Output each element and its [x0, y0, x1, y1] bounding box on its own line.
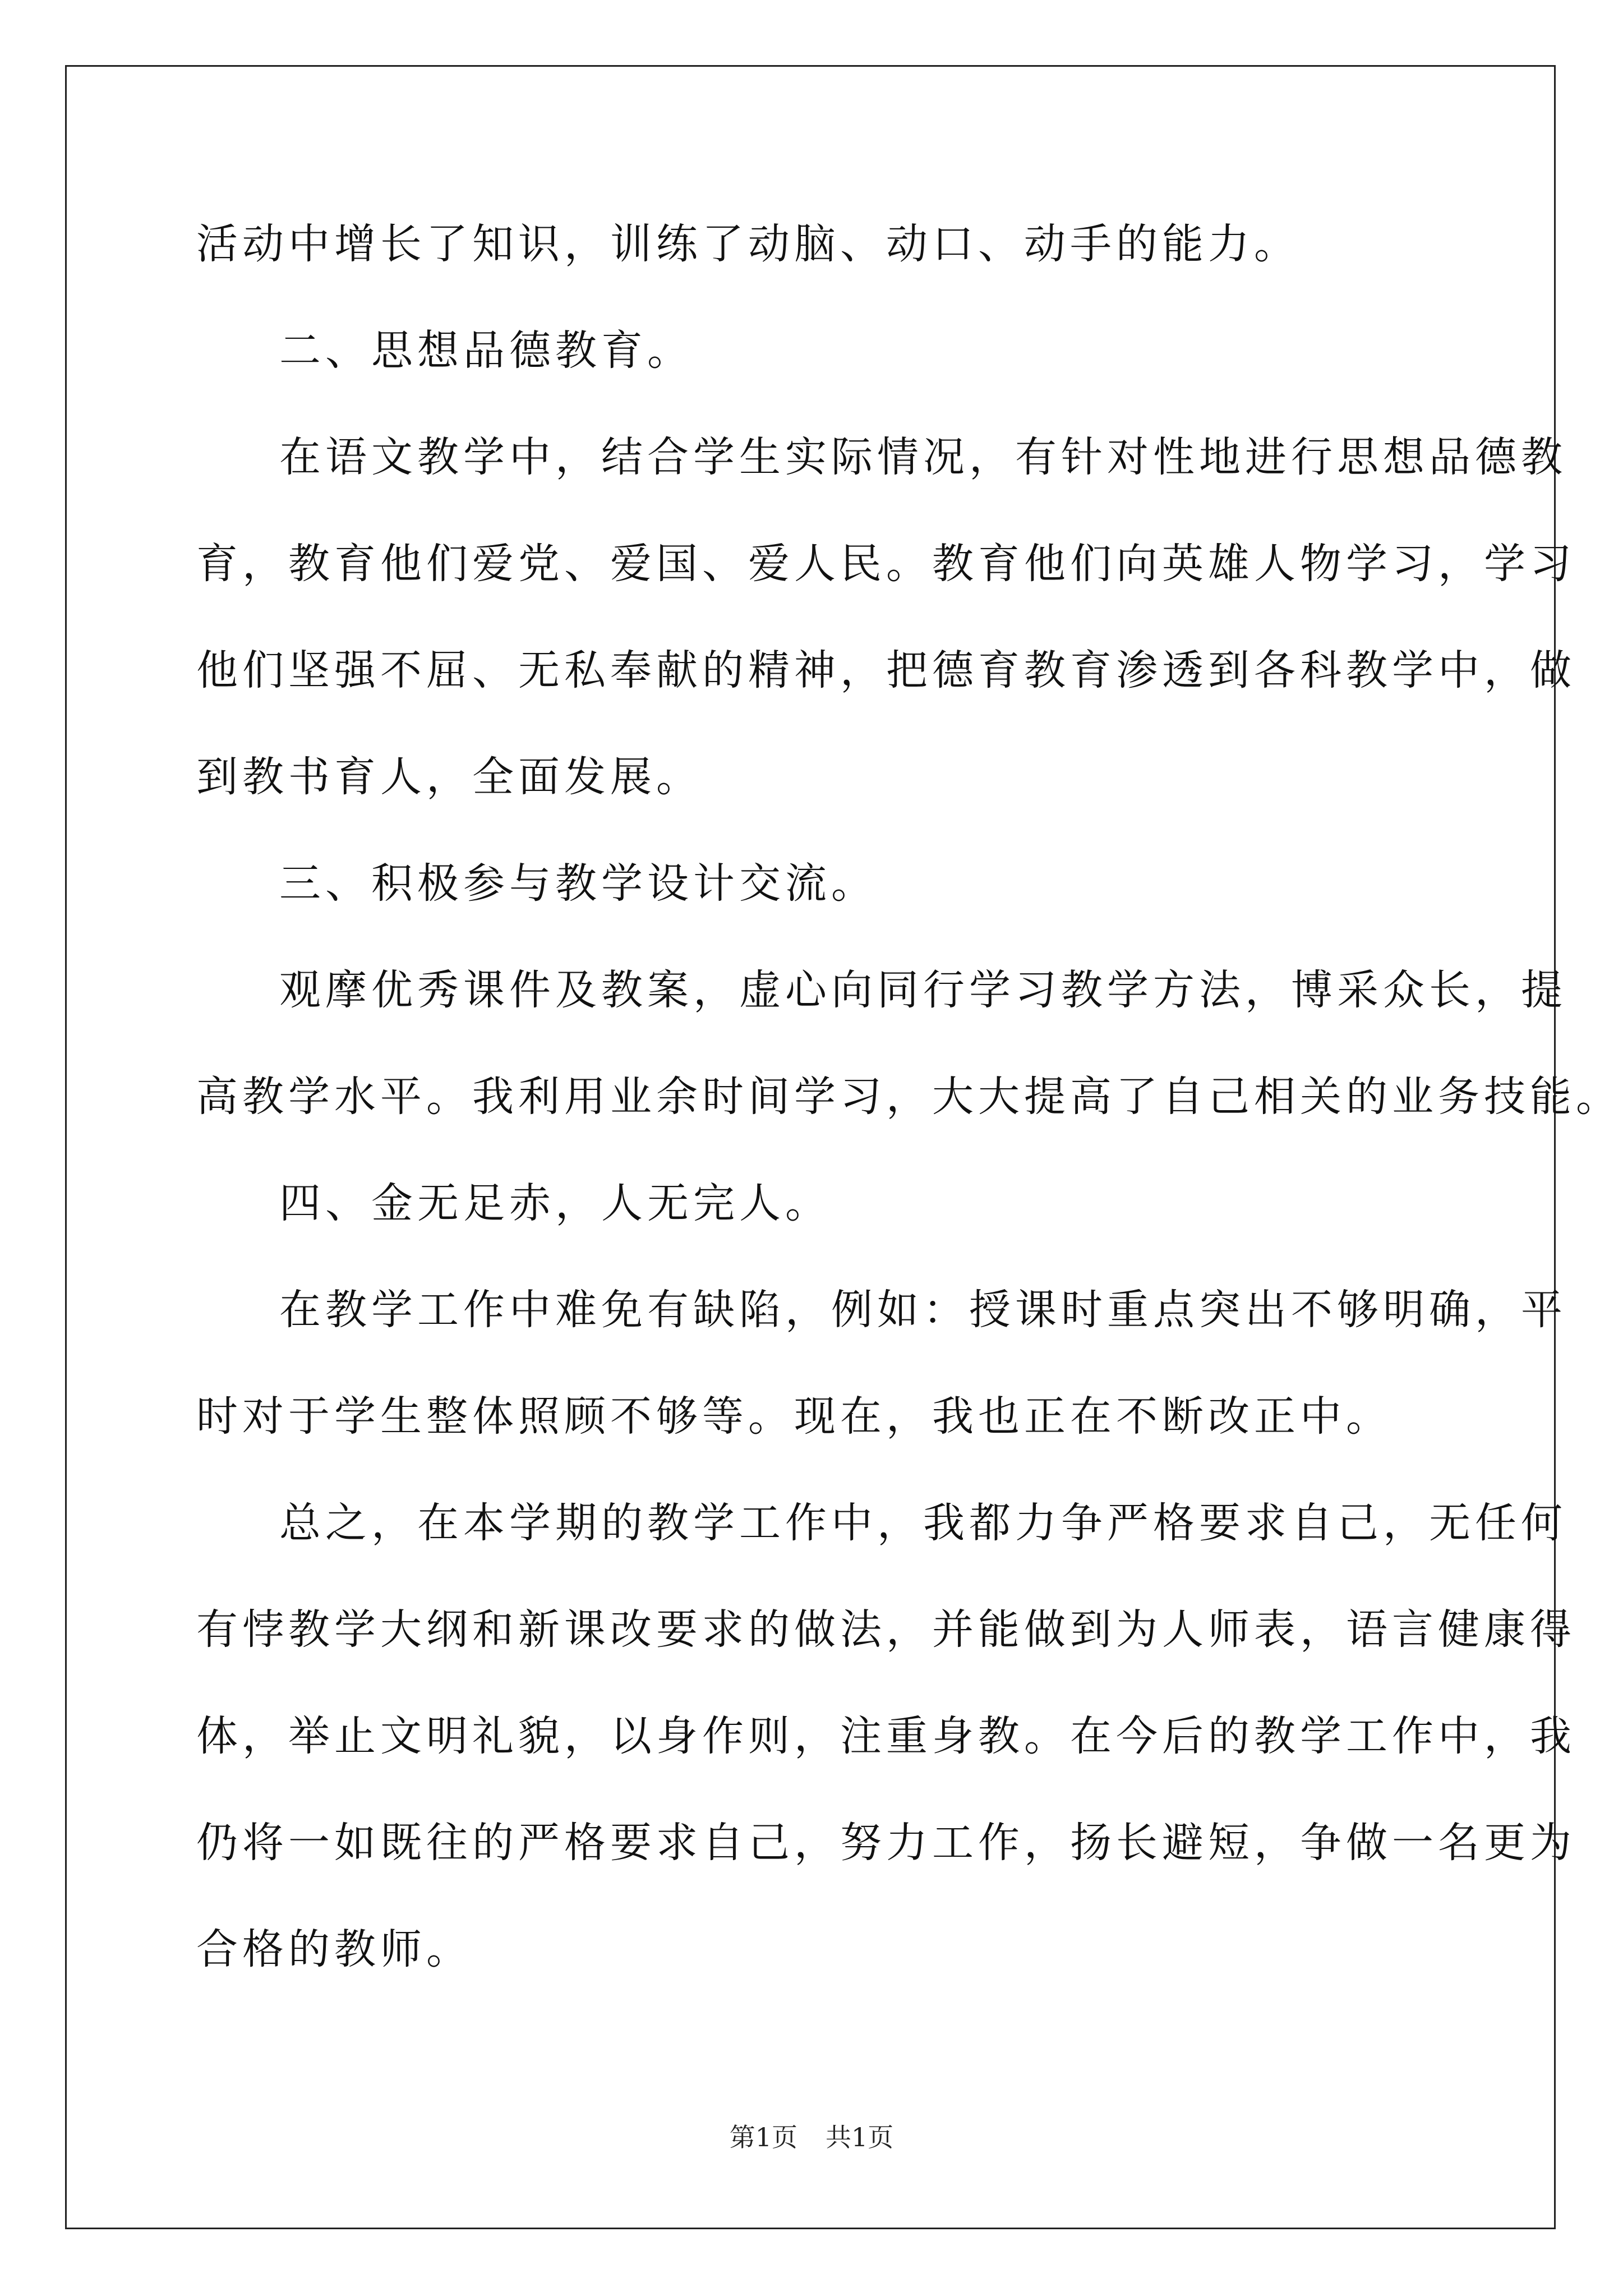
page-total: 共1页 — [826, 2122, 894, 2152]
section-heading: 四、金无足赤，人无完人。 — [279, 1179, 831, 1227]
text-line: 仍将一如既往的严格要求自己，努力工作，扬长避短，争做一名更为 — [196, 1819, 1576, 1867]
page-footer — [0, 2120, 1623, 2154]
section-heading: 二、思想品德教育。 — [279, 326, 693, 375]
text-line: 他们坚强不屈、无私奉献的精神，把德育教育渗透到各科教学中，做 — [196, 646, 1576, 694]
text-line: 时对于学生整体照顾不够等。现在，我也正在不断改正中。 — [196, 1392, 1392, 1441]
section-heading: 三、积极参与教学设计交流。 — [279, 859, 877, 908]
text-line: 育，教育他们爱党、爱国、爱人民。教育他们向英雄人物学习，学习 — [196, 540, 1576, 588]
text-line: 在语文教学中，结合学生实际情况，有针对性地进行思想品德教 — [279, 433, 1567, 481]
document-body — [196, 208, 1622, 2019]
text-line: 有悖教学大纲和新课改要求的做法，并能做到为人师表，语言健康得 — [196, 1605, 1576, 1654]
text-line: 在教学工作中难免有缺陷，例如：授课时重点突出不够明确，平 — [279, 1286, 1567, 1334]
text-line: 高教学水平。我利用业余时间学习，大大提高了自己相关的业务技能。 — [196, 1073, 1622, 1121]
text-line: 体，举止文明礼貌，以身作则，注重身教。在今后的教学工作中，我 — [196, 1712, 1576, 1760]
text-line: 观摩优秀课件及教案，虚心向同行学习教学方法，博采众长，提 — [279, 966, 1567, 1014]
page-number: 第1页 — [729, 2122, 797, 2152]
text-line: 到教书育人，全面发展。 — [196, 753, 702, 801]
text-line: 活动中增长了知识，训练了动脑、动口、动手的能力。 — [196, 220, 1300, 268]
text-line: 总之，在本学期的教学工作中，我都力争严格要求自己，无任何 — [279, 1499, 1567, 1547]
text-line: 合格的教师。 — [196, 1925, 472, 1973]
